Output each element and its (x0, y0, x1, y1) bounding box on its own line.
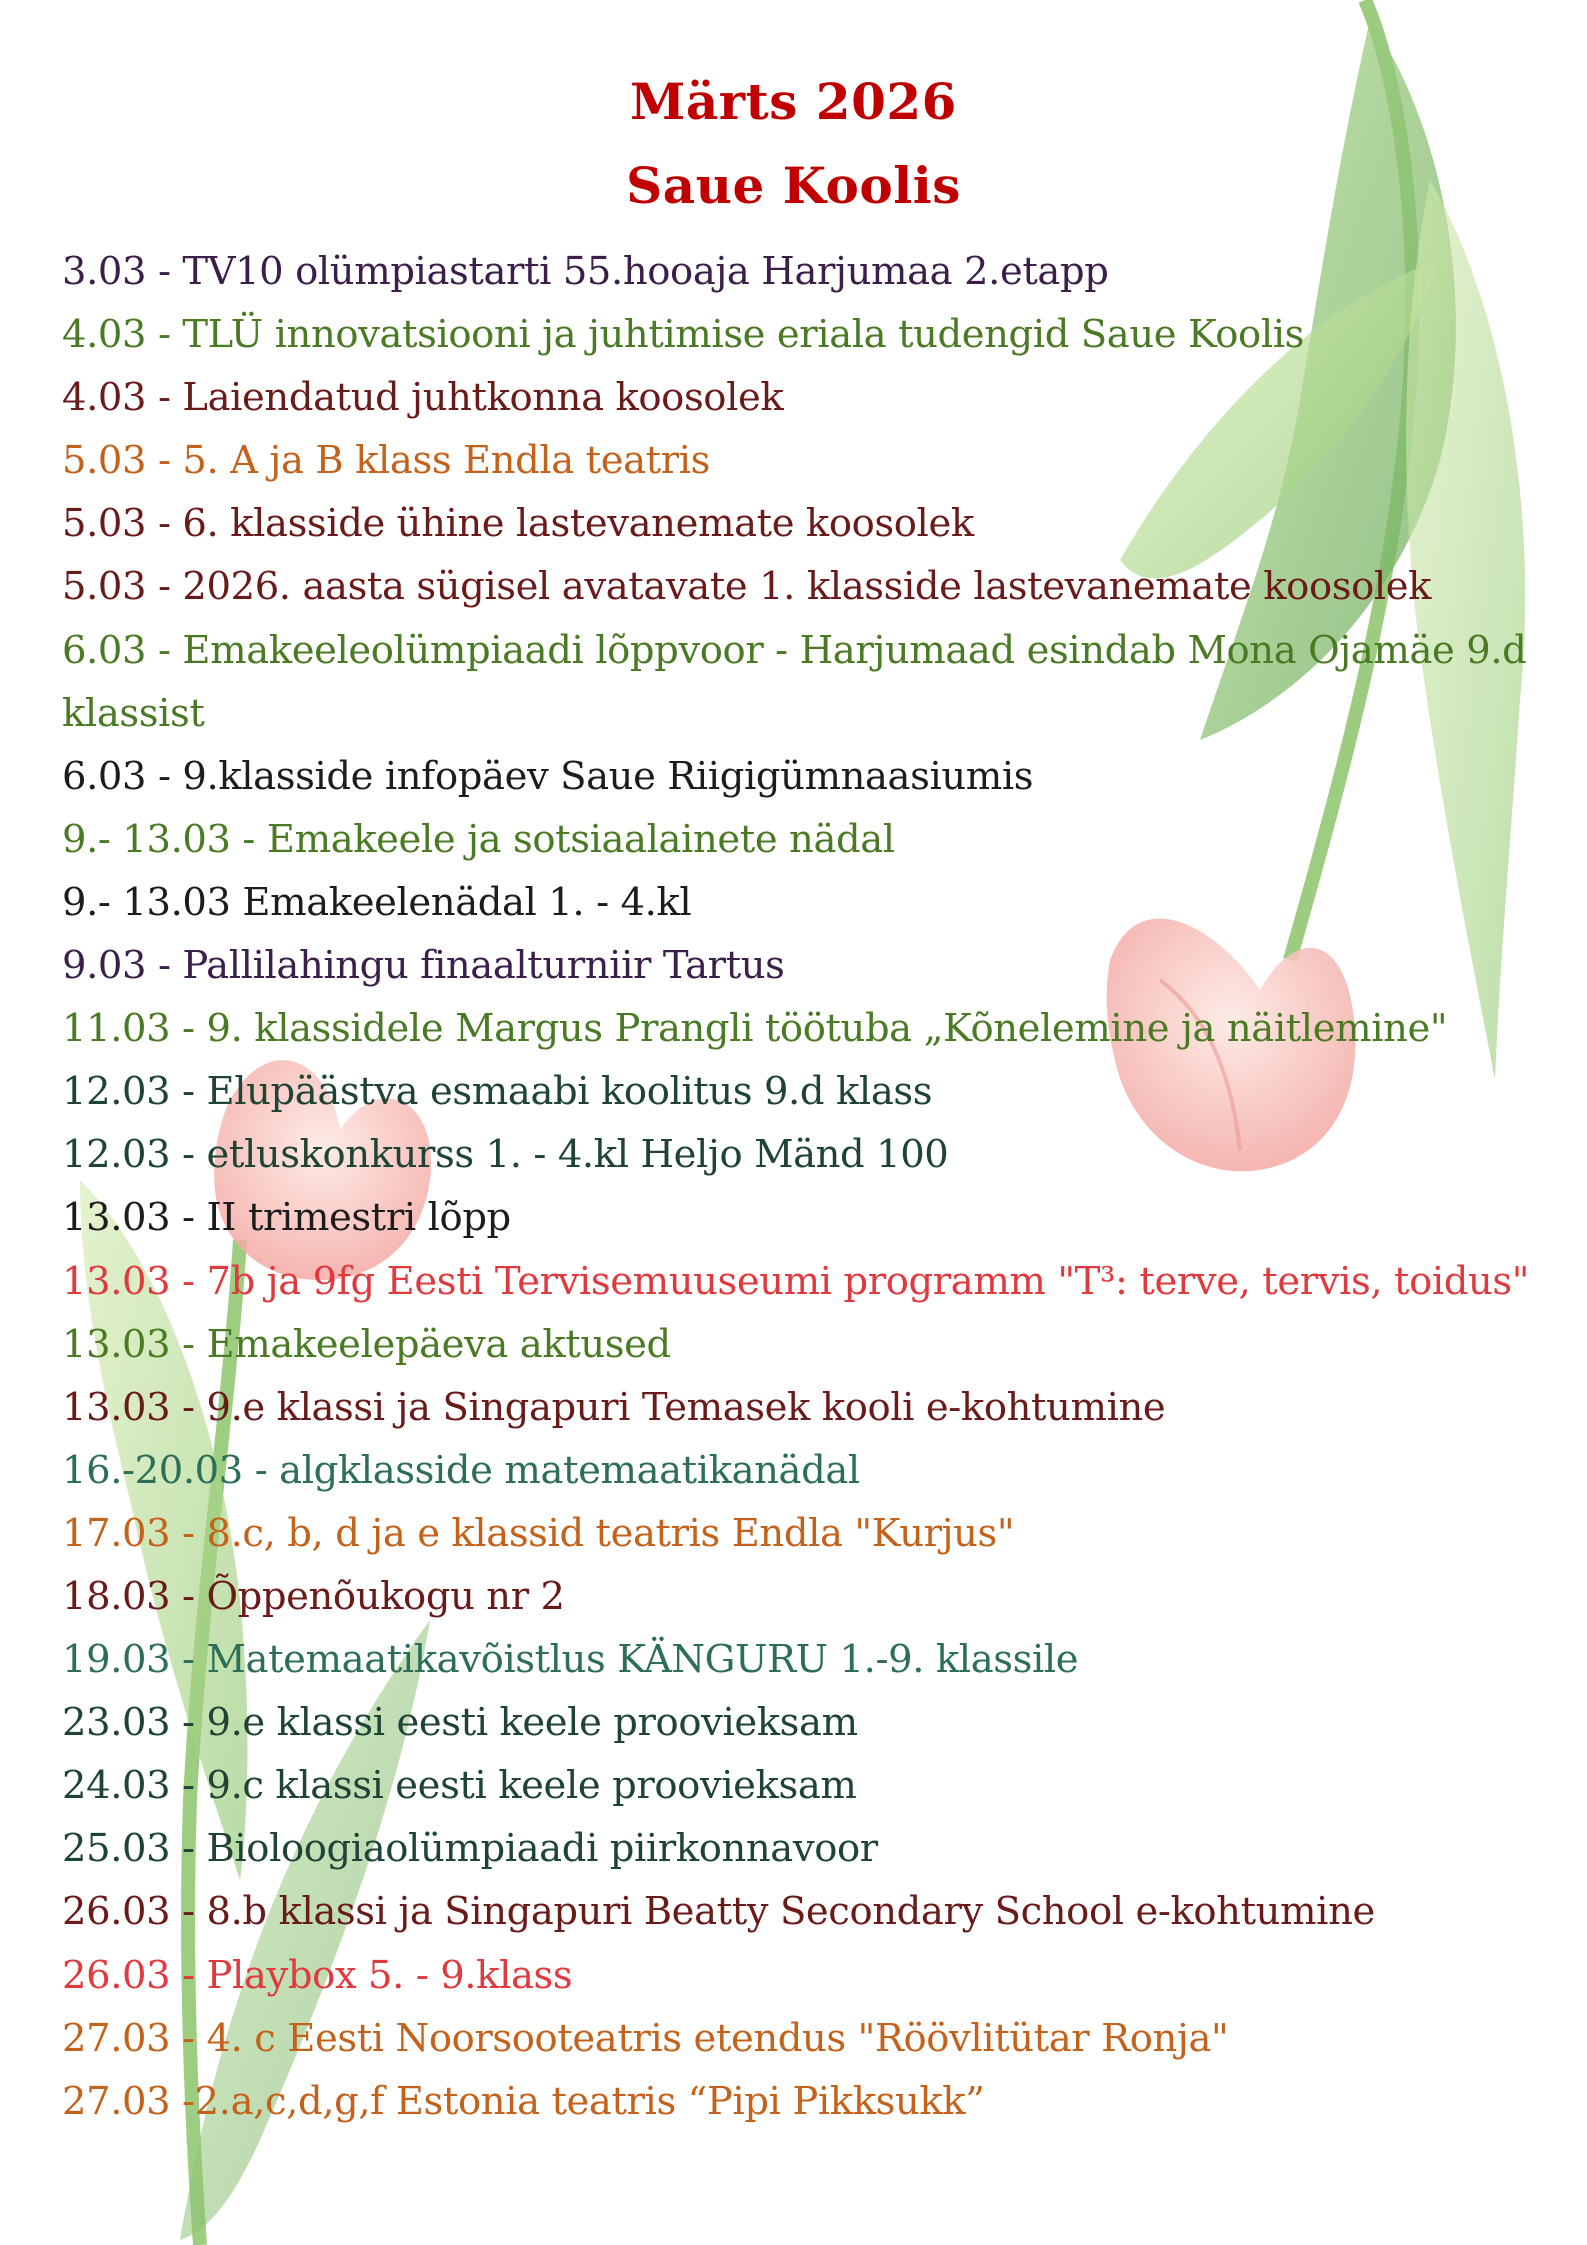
event-item: 5.03 - 5. A ja B klass Endla teatris (62, 438, 711, 484)
event-item: 9.03 - Pallilahingu finaalturniir Tartus (62, 943, 785, 989)
event-item: 13.03 - Emakeelepäeva aktused (62, 1321, 671, 1367)
event-item: 26.03 - 8.b klassi ja Singapuri Beatty Secondary School e-kohtumine (62, 1889, 1375, 1935)
event-item: 13.03 - II trimestri lõpp (62, 1195, 511, 1241)
event-item: 4.03 - Laiendatud juhtkonna koosolek (62, 375, 784, 421)
event-item: 24.03 - 9.c klassi eesti keele proovieksam (62, 1763, 857, 1809)
event-item: 23.03 - 9.e klassi eesti keele proovieksam (62, 1700, 858, 1746)
event-item: 5.03 - 6. klasside ühine lastevanemate koosolek (62, 501, 974, 547)
event-item: 12.03 - etluskonkurss 1. - 4.kl Heljo Mänd 100 (62, 1132, 949, 1178)
event-list (62, 240, 1532, 2133)
event-item: 6.03 - Emakeeleolümpiaadi lõppvoor - Harjumaad esindab Mona Ojamäe 9.d klassist (62, 627, 1527, 736)
event-item: 13.03 - 9.e klassi ja Singapuri Temasek kooli e-kohtumine (62, 1384, 1166, 1430)
event-item: 3.03 - TV10 olümpiastarti 55.hooaja Harjumaa 2.etapp (62, 249, 1109, 294)
event-item: 18.03 - Õppenõukogu nr 2 (62, 1573, 565, 1619)
event-item: 9.- 13.03 - Emakeele ja sotsiaalainete nädal (62, 816, 895, 862)
event-item: 16.-20.03 - algklasside matemaatikanädal (62, 1447, 860, 1493)
event-item: 9.- 13.03 Emakeelenädal 1. - 4.kl (62, 879, 692, 925)
event-item: 19.03 - Matemaatikavõistlus KÄNGURU 1.-9. klassile (62, 1637, 1079, 1683)
event-item: 6.03 - 9.klasside infopäev Saue Riigigümnaasiumis (62, 753, 1034, 799)
event-item: 12.03 - Elupäästva esmaabi koolitus 9.d klass (62, 1069, 933, 1115)
event-item: 5.03 - 2026. aasta sügisel avatavate 1. klasside lastevanemate koosolek (62, 564, 1432, 610)
event-item: 4.03 - TLÜ innovatsiooni ja juhtimise eriala tudengid Saue Koolis (62, 312, 1305, 358)
event-item: 11.03 - 9. klassidele Margus Prangli töötuba „Kõnelemine ja näitlemine" (62, 1006, 1448, 1052)
event-item: 26.03 - Playbox 5. - 9.klass (62, 1952, 573, 1998)
event-item: 17.03 - 8.c, b, d ja e klassid teatris Endla "Kurjus" (62, 1510, 1015, 1556)
event-item: 27.03 - 4. c Eesti Noorsooteatris etendus "Röövlitütar Ronja" (62, 2015, 1229, 2061)
page-title: Märts 2026 (630, 72, 957, 131)
event-item: 13.03 - 7b ja 9fg Eesti Tervisemuuseumi programm "T³: terve, tervis, toidus" (62, 1258, 1530, 1304)
event-item: 25.03 - Bioloogiaolümpiaadi piirkonnavoor (62, 1826, 878, 1872)
page-subtitle: Saue Koolis (626, 156, 961, 215)
event-item: 27.03 -2.a,c,d,g,f Estonia teatris “Pipi Pikksukk” (62, 2078, 985, 2124)
